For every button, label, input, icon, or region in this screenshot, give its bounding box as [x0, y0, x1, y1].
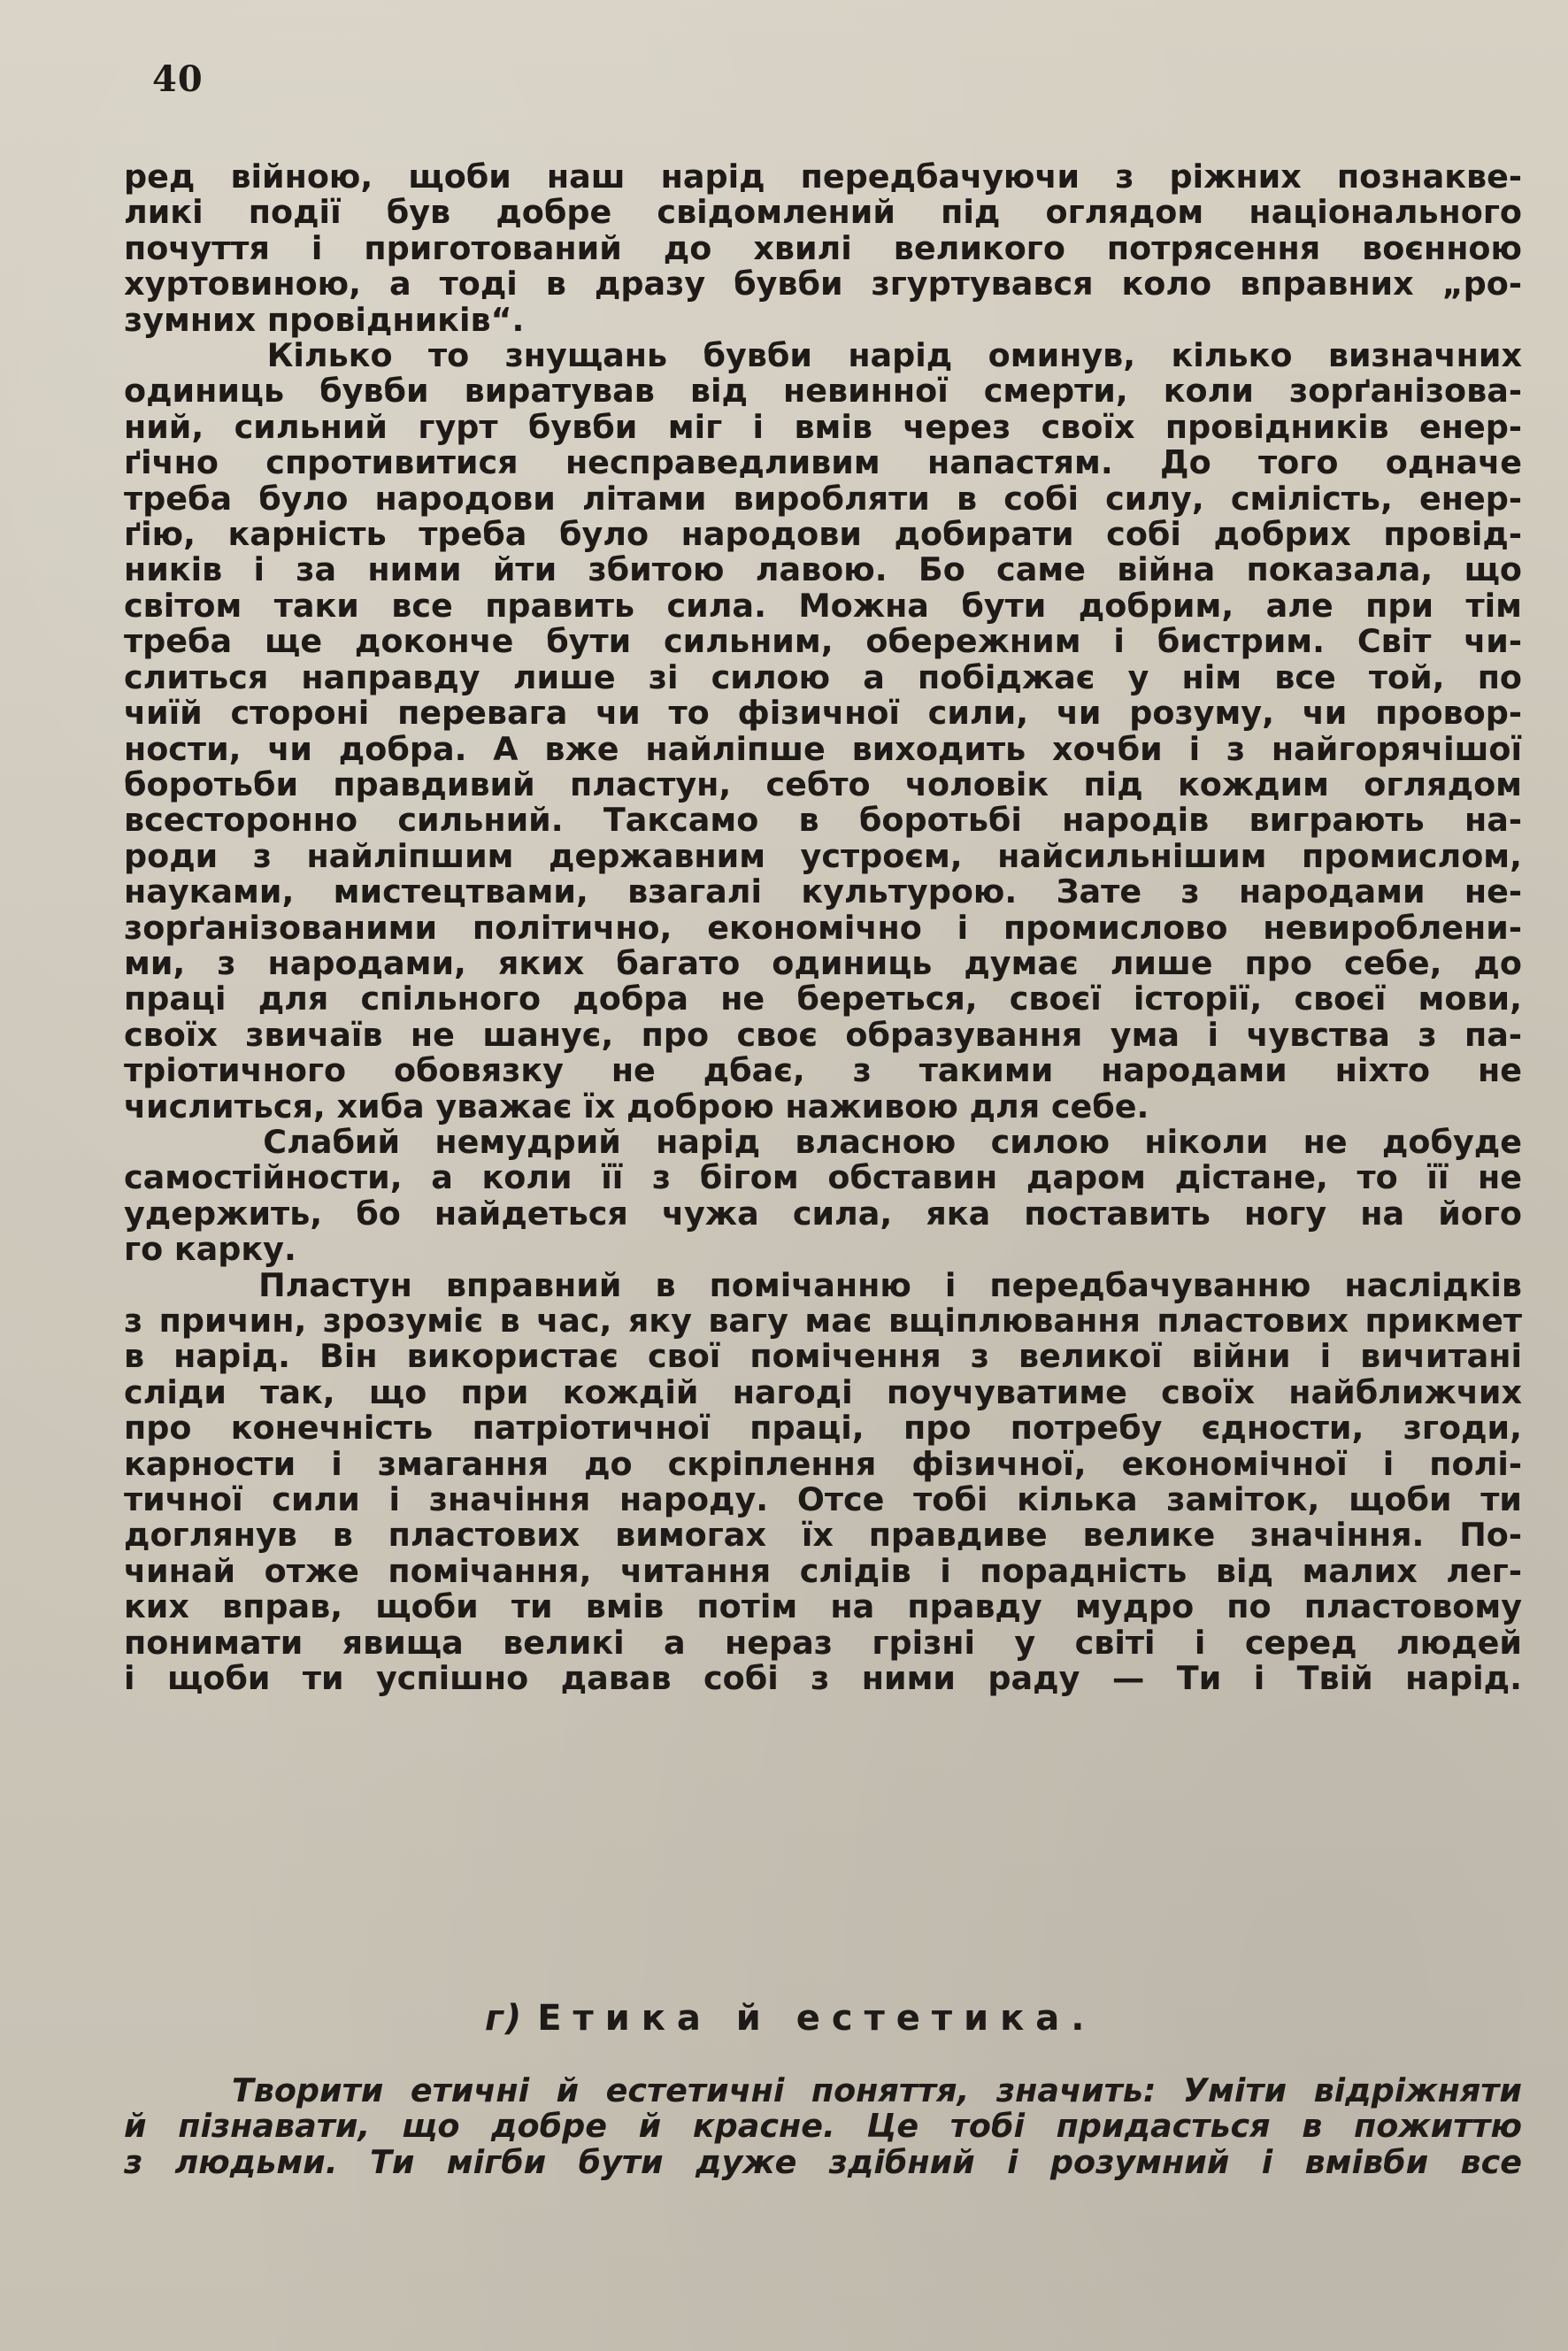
- section-text: [124, 2073, 1522, 2180]
- main-text: [124, 159, 1522, 1696]
- text-line: тріотичного обовязку не дбає, з такими народами ніхто не: [124, 1051, 1522, 1090]
- text-line: зумних провідників“.: [124, 300, 525, 339]
- text-line: чиїй стороні перевага чи то фізичної сили, чи розуму, чи провор-: [124, 694, 1522, 733]
- text-line: слиться направду лише зі силою а побіджає у нім все той, по: [124, 657, 1522, 696]
- text-line: роди з найліпшим державним устроєм, найсильнішим промислом,: [124, 836, 1522, 875]
- text-line: понимати явища великі а нераз грізні у світі і серед людей: [124, 1623, 1522, 1662]
- text-line: почуття і приготований до хвилі великого потрясення воєнною: [124, 228, 1522, 267]
- text-line: ґічно спротивитися несправедливим напастям. До того одначе: [124, 443, 1522, 482]
- text-line: зорґанізованими політично, економічно і промислово невироблени-: [124, 908, 1522, 947]
- text-line: Творити етичні й естетичні поняття, значить: Уміти відріжняти: [124, 2071, 1522, 2109]
- section-heading-title: Етика й естетика.: [537, 1998, 1096, 2039]
- text-line: ний, сильний гурт бувби міг і вмів через своїх провідників енер-: [124, 407, 1522, 446]
- text-line: го карку.: [124, 1230, 296, 1269]
- text-line: світом таки все править сила. Можна бути добрим, але при тім: [124, 586, 1522, 625]
- text-line: карности і змагання до скріплення фізичної, економічної і полі-: [124, 1444, 1522, 1483]
- text-line: своїх звичаїв не шанує, про своє образування ума і чувства з па-: [124, 1015, 1522, 1054]
- text-line: доглянув в пластових вимогах їх правдиве велике значіння. По-: [124, 1516, 1522, 1555]
- text-line: в нарід. Він використає свої помічення з великої війни і вичитані: [124, 1337, 1522, 1376]
- text-line: одиниць бувби виратував від невинної смерти, коли зорґанізова-: [124, 372, 1522, 411]
- text-line: й пізнавати, що добре й красне. Це тобі придасться в пожиттю: [124, 2107, 1522, 2146]
- text-line: треба було народови літами виробляти в собі силу, смілість, енер-: [124, 479, 1522, 518]
- text-line: ности, чи добра. А вже найліпше виходить хочби і з найгорячішої: [124, 729, 1522, 768]
- text-line: ких вправ, щоби ти вмів потім на правду мудро по пластовому: [124, 1587, 1522, 1626]
- text-line: ників і за ними йти збитою лавою. Бо саме війна показала, що: [124, 550, 1522, 589]
- section-heading-marker: г): [485, 1998, 524, 2039]
- text-line: про конечність патріотичної праці, про потребу єдности, згоди,: [124, 1409, 1522, 1448]
- text-line: Слабий немудрий нарід власною силою ніколи не добуде: [124, 1122, 1522, 1161]
- text-line: числиться, хиба уважає їх доброю наживою для себе.: [124, 1087, 1149, 1126]
- text-line: боротьби правдивий пластун, себто чоловік під кождим оглядом: [124, 764, 1522, 803]
- text-line: праці для спільного добра не береться, своєї історії, своєї мови,: [124, 980, 1522, 1018]
- text-line: тичної сили і значіння народу. Отсе тобі кілька заміток, щоби ти: [124, 1480, 1522, 1519]
- text-line: Кілько то знущань бувби нарід оминув, кілько визначних: [124, 336, 1522, 375]
- text-line: сліди так, що при кождій нагоді поучуватиме своїх найближчих: [124, 1372, 1522, 1411]
- page-number: 40: [152, 58, 204, 100]
- text-line: з людьми. Ти мігби бути дуже здібний і розумний і вмівби все: [124, 2142, 1522, 2181]
- text-line: і щоби ти успішно давав собі з ними раду — Ти і Твій нарід.: [124, 1659, 1522, 1698]
- text-line: самостійности, а коли її з бігом обставин даром дістане, то її не: [124, 1158, 1522, 1197]
- section-heading: [485, 1998, 1095, 2039]
- text-line: удержить, бо найдеться чужа сила, яка поставить ногу на його: [124, 1194, 1522, 1233]
- text-line: ґію, карність треба було народови добирати собі добрих провід-: [124, 515, 1522, 554]
- text-line: треба ще доконче бути сильним, обережним і бистрим. Світ чи-: [124, 622, 1522, 661]
- text-line: ред війною, щоби наш нарід передбачуючи з ріжних познакве-: [124, 158, 1522, 196]
- text-line: науками, мистецтвами, взагалі культурою. Зате з народами не-: [124, 872, 1522, 911]
- text-line: ми, з народами, яких багато одиниць думає лише про себе, до: [124, 943, 1522, 982]
- text-line: ликі події був добре свідомлений під оглядом національного: [124, 193, 1522, 232]
- text-line: з причин, зрозуміє в час, яку вагу має вщіплювання пластових прикмет: [124, 1302, 1522, 1340]
- text-line: хуртовиною, а тоді в дразу бувби згуртувався коло вправних „ро-: [124, 265, 1522, 303]
- text-line: Пластун вправний в помічанню і передбачуванню наслідків: [124, 1265, 1522, 1304]
- text-line: чинай отже помічання, читання слідів і порадність від малих лег-: [124, 1551, 1522, 1590]
- text-line: всесторонно сильний. Таксамо в боротьбі народів виграють на-: [124, 801, 1522, 840]
